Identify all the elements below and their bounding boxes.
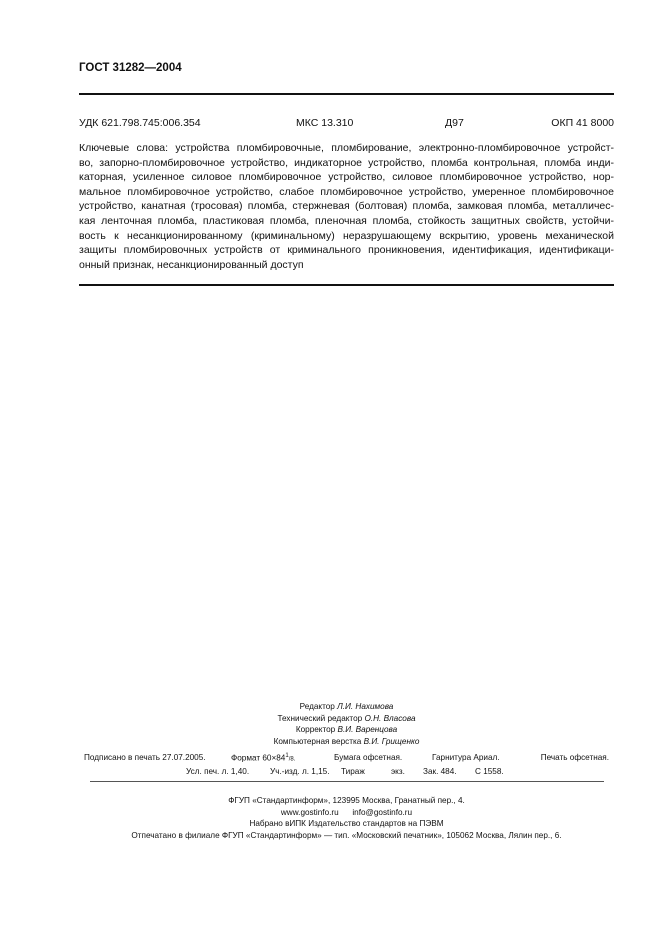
paper: Бумага офсетная. [334,753,403,762]
okp-code: ОКП 41 8000 [551,117,614,129]
keywords-line: онный признак, несанкционированный доступ [79,258,304,271]
c-number: С 1558. [475,767,504,776]
keywords-line: во, запорно-пломбировочное устройство, индикаторное устройство, пломба контрольная, пломба инди- [79,156,614,169]
mks-code: МКС 13.310 [296,117,354,129]
udk-code: УДК 621.798.745:006.354 [79,117,201,129]
order-number: Зак. 484. [423,767,457,776]
circulation-unit: экз. [391,767,405,776]
print-sheets: Усл. печ. л. 1,40. [186,767,250,776]
keywords-line: устройство, канатная (тросовая) пломба, стержневая (болтовая) пломба, замковая пломба, металличес- [79,200,614,213]
keywords-line: мальное пломбировочное устройство, слабое пломбировочное устройство, умеренное пломбировочное [79,185,614,198]
typeface: Гарнитура Ариал. [432,753,500,762]
signed-date: Подписано в печать 27.07.2005. [84,753,206,762]
email-link[interactable]: info@gostinfo.ru [352,807,413,817]
keywords-line: Ключевые слова: устройства пломбировочные, пломбирование, электронно-пломбировочное устройст- [79,142,614,154]
imprint-divider [90,781,604,782]
corrector-line: Корректор В.И. Варенцова [295,725,398,735]
classification-row [79,117,614,131]
layout-line: Компьютерная верстка В.И. Грищенко [273,736,420,746]
standard-number: ГОСТ 31282—2004 [79,62,182,74]
keywords-line: защиты пломбировочных устройств от криминального проникновения, идентификация, идентификаци- [79,244,614,257]
group-code: Д97 [445,117,464,129]
editor-line: Редактор Л.И. Нахимова [299,702,394,711]
printed-note: Отпечатано в филиале ФГУП «Стандартинформ» — тип. «Московский печатник», 105062 Москва, Лялин пер., 6. [131,830,562,840]
print-type: Печать офсетная. [540,753,609,762]
credits-block [79,701,614,747]
keywords-line: каторная, усиленное силовое пломбировочное устройство, силовое пломбировочное устройство, нор- [79,171,614,184]
publisher-contacts [79,807,614,819]
pub-sheets: Уч.-изд. л. 1,15. [270,767,330,776]
keywords-line: кая ленточная пломба, пластиковая пломба, пленочная пломба, стойкость защитных свойств, устойчи- [79,214,614,227]
publisher-block [79,795,614,841]
bottom-divider [79,284,614,286]
keywords-paragraph [79,141,614,272]
format: Формат $60\times 84^1/8$. [231,753,296,763]
website-link[interactable]: www.gostinfo.ru [280,807,339,817]
tech-editor-line: Технический редактор О.Н. Власова [277,713,416,723]
circulation-label: Тираж [341,767,365,776]
typeset-note: Набрано вИПК Издательство стандартов на ПЭВМ [249,819,444,829]
keywords-line: вость к несанкционированному (криминальному) неразрушающему вскрытию, уровень механической [79,229,614,242]
publisher-address: ФГУП «Стандартинформ», 123995 Москва, Гранатный пер., 4. [228,796,465,805]
top-divider [79,93,614,95]
